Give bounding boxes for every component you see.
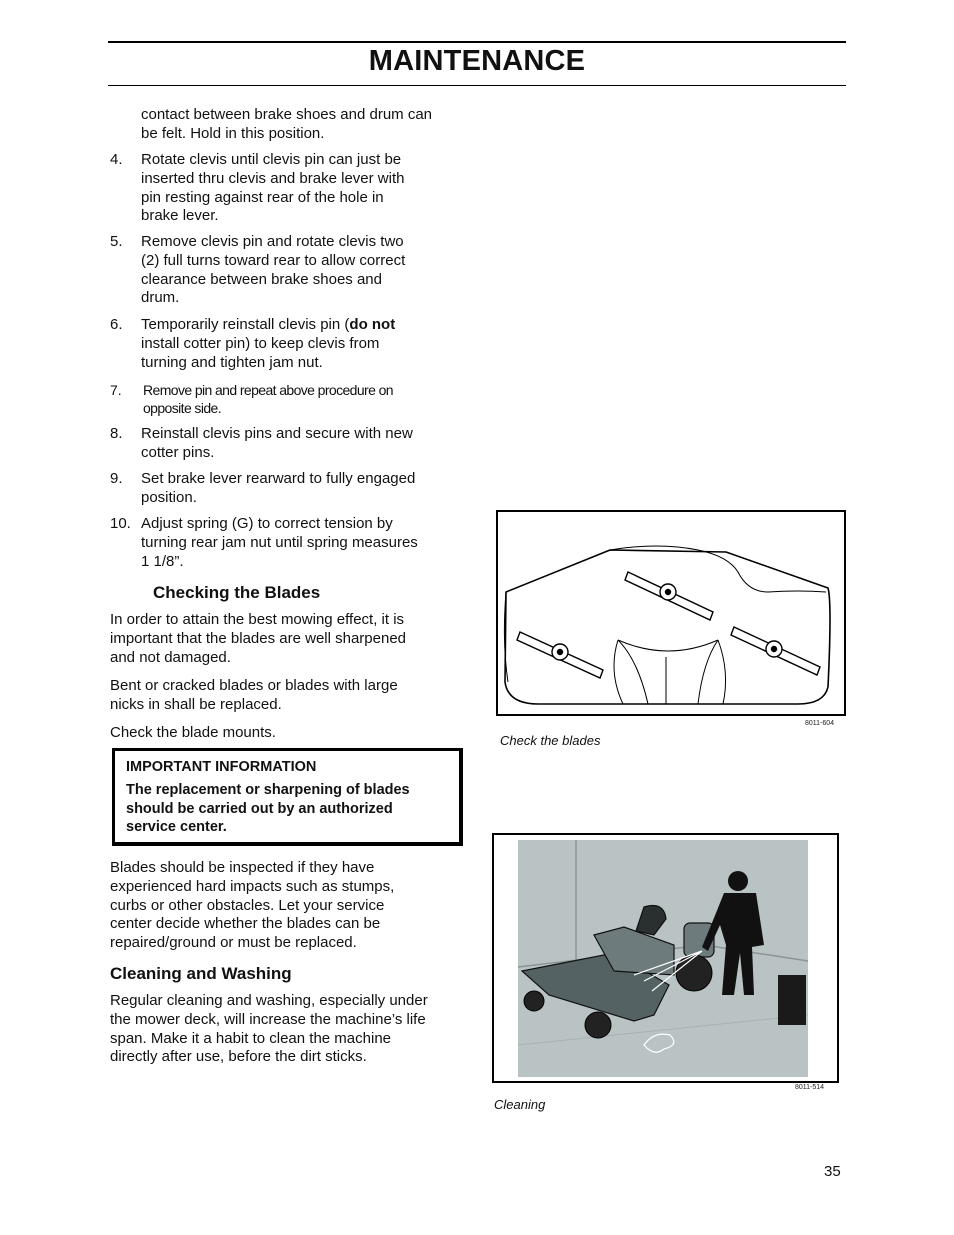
list-item xyxy=(110,470,440,510)
page-title: MAINTENANCE xyxy=(368,45,586,77)
person-washing-mower-icon xyxy=(494,835,837,1081)
list-item xyxy=(110,233,440,309)
figure-code: 8011-514 xyxy=(795,1084,825,1091)
list-item xyxy=(110,515,440,573)
step-continuation: contact between brake shoes and drum can be felt. Hold in this position. xyxy=(141,106,433,142)
important-body: The replacement or sharpening of blades should be carried out by an authorized service center. xyxy=(126,782,410,836)
figure-caption: Check the blades xyxy=(500,733,601,748)
mower-deck-blades-icon xyxy=(498,512,844,714)
figure-cleaning xyxy=(492,833,839,1083)
step-text: Adjust spring (G) to correct tension by turning rear jam nut until spring measures 1 1/8”. xyxy=(141,515,418,570)
figure-check-blades xyxy=(496,510,846,716)
list-item xyxy=(110,316,440,374)
step-number: 8. xyxy=(110,425,123,442)
important-information-box xyxy=(112,748,463,846)
important-title: IMPORTANT INFORMATION xyxy=(126,759,317,775)
step-number: 6. xyxy=(110,316,123,333)
step-text: Remove clevis pin and rotate clevis two (2) full turns toward rear to allow correct clearance between brake shoes and drum. xyxy=(141,233,406,307)
list-item xyxy=(110,425,440,465)
figure-code: 8011-604 xyxy=(805,720,835,727)
section-heading-blades: Checking the Blades xyxy=(153,583,321,602)
step-number: 4. xyxy=(110,151,123,168)
figure-caption: Cleaning xyxy=(494,1097,546,1112)
step-text: Rotate clevis until clevis pin can just be inserted thru clevis and brake lever with pin resting against rear of the hole in brake lever. xyxy=(141,151,405,225)
section-heading-cleaning: Cleaning and Washing xyxy=(110,964,292,983)
header-bottom-rule xyxy=(108,85,846,86)
step-number: 10. xyxy=(110,515,131,532)
step-text-emphasis: do not xyxy=(349,316,396,333)
page-number: 35 xyxy=(824,1163,841,1180)
step-text: Remove pin and repeat above procedure on opposite side. xyxy=(143,382,393,416)
paragraph: Regular cleaning and washing, especially under the mower deck, will increase the machine’s life span. Make it a habit to clean the machine directly after use, before the dirt sticks. xyxy=(110,992,428,1066)
step-number: 7. xyxy=(110,382,122,398)
step-number: 5. xyxy=(110,233,123,250)
paragraph: Blades should be inspected if they have experienced hard impacts such as stumps, curbs or other obstacles. Let your service center decide whether the blades can be repaired/ground or must be replaced. xyxy=(110,859,395,952)
list-item xyxy=(110,151,440,227)
step-text-part: install cotter pin) to keep clevis from turning and tighten jam nut. xyxy=(141,334,380,371)
paragraph: Check the blade mounts. xyxy=(110,724,276,741)
step-text: Set brake lever rearward to fully engaged position. xyxy=(141,470,416,506)
list-item xyxy=(110,381,440,421)
step-text: Reinstall clevis pins and secure with new cotter pins. xyxy=(141,425,413,461)
step-text xyxy=(141,316,421,372)
paragraph: In order to attain the best mowing effect, it is important that the blades are well sharpened and not damaged. xyxy=(110,611,407,666)
step-number: 9. xyxy=(110,470,123,487)
paragraph: Bent or cracked blades or blades with large nicks in shall be replaced. xyxy=(110,677,398,713)
step-text-part: Temporarily reinstall clevis pin ( xyxy=(141,316,350,333)
header-top-rule xyxy=(108,41,846,43)
